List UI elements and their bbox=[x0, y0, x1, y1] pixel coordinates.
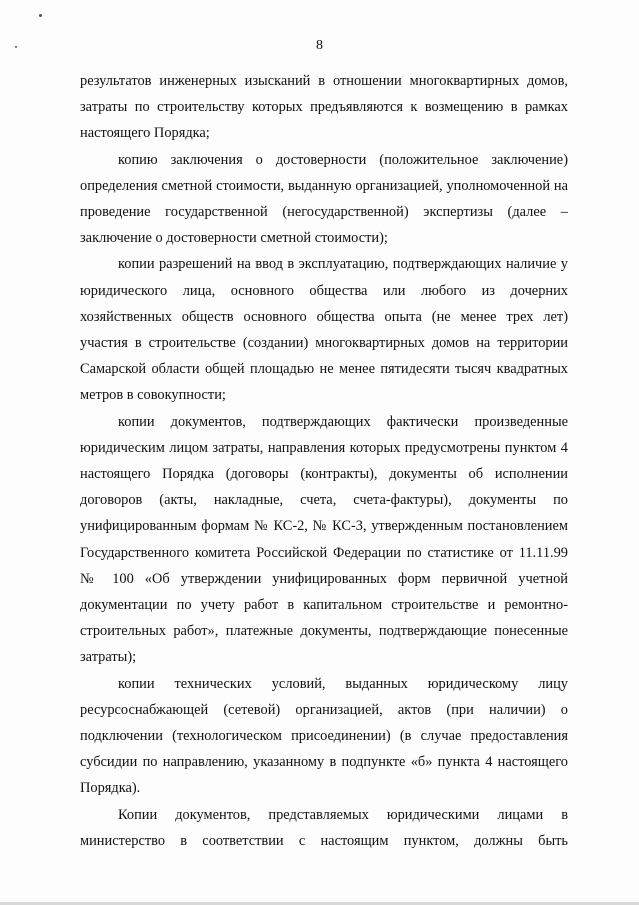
paragraph-2: копию заключения о достоверности (положительное заключение) определения сметной стоимости, выданную организацией, уполномоченной на проведение государственной (негосударственной) экспертизы (далее – заключение о достоверности сметной стоимости); bbox=[80, 151, 568, 247]
paragraph-1: результатов инженерных изысканий в отношении многоквартирных домов, затраты по строительству которых предъявляются к возмещению в рамках настоящего Порядка; bbox=[80, 73, 568, 142]
paragraph-6: Копии документов, представляемых юридическими лицами в министерство в соответствии с настоящим пунктом, должны быть bbox=[80, 806, 568, 849]
document-body bbox=[80, 68, 568, 854]
paragraph-5: копии технических условий, выданных юридическому лицу ресурсоснабжающей (сетевой) организацией, актов (при наличии) о подключении (технологическом присоединении) (в случае предоставления субсидии по направлению, указанному в подпункте «б» пункта 4 настоящего Порядка). bbox=[80, 675, 568, 797]
scan-speck-1 bbox=[39, 14, 42, 17]
paragraph-3: копии разрешений на ввод в эксплуатацию, подтверждающих наличие у юридического лица, основного общества или любого из дочерних хозяйственных обществ основного общества опыта (не менее трех лет) участия в строительстве (создании) многоквартирных домов на территории Самарской области общей площадью не менее пятидесяти тысяч квадратных метров в совокупности; bbox=[80, 256, 568, 404]
page-number: 8 bbox=[316, 38, 323, 53]
paragraph-4: копии документов, подтверждающих фактически произведенные юридическим лицом затраты, направления которых предусмотрены пунктом 4 настоящего Порядка (договоры (контракты), документы об исполнении договоров (акты, накладные, счета, счета-фактуры), документы по унифицированным формам № КС-2, № КС-3, утвержденным постановлением Государственного комитета Российской Федерации по статистике от 11.11.99 № 100 «Об утверждении унифицированных форм первичной учетной документации по учету работ в капитальном строительстве и ремонтно-строительных работ», платежные документы, подтверждающие понесенные затраты); bbox=[80, 413, 568, 666]
